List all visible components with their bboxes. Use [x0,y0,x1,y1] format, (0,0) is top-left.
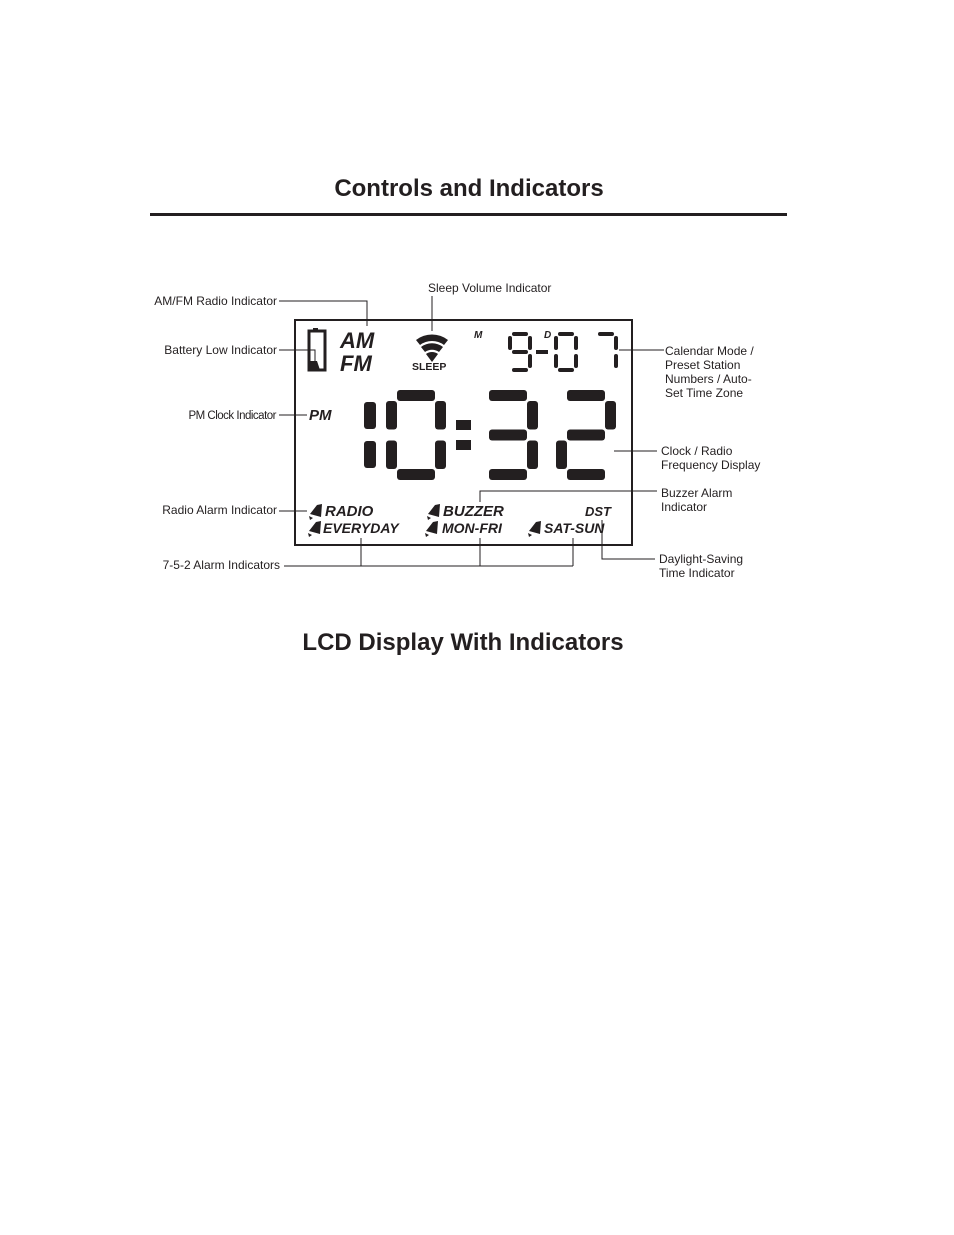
callout-amfm-radio: AM/FM Radio Indicator [154,294,277,308]
bell-icon [425,521,438,537]
sleep-label: SLEEP [412,361,447,373]
date-digit [554,332,578,372]
clock-digit [386,390,446,480]
callout-buzzer-alarm: Buzzer Alarm [661,486,733,500]
date-digit [508,332,532,372]
am-band-label: AM [340,328,375,353]
callout-dst: Daylight-Saving [659,552,744,566]
bell-icon [528,521,541,537]
dst-label: DST [585,504,611,519]
date-digit [598,332,618,368]
clock-digit [364,402,376,468]
radio-alarm-label: RADIO [325,503,374,520]
day-marker: D [544,330,552,341]
callout-calendar-mode: Preset Station [665,358,741,372]
sleep-wave-icon [416,334,448,362]
satsun-label: SAT-SUN [544,520,605,536]
callout-dst: Time Indicator [659,566,735,580]
callout-clock-radio: Clock / Radio [661,444,733,458]
callout-calendar-mode: Calendar Mode / [665,344,754,358]
callout-calendar-mode: Set Time Zone [665,386,744,400]
clock-display [364,390,616,480]
battery-icon [309,328,325,370]
bell-icon [308,521,321,537]
buzzer-alarm-label: BUZZER [443,503,504,520]
callout-radio-alarm: Radio Alarm Indicator [162,503,277,517]
callout-battery-low: Battery Low Indicator [164,343,277,357]
clock-digit [489,390,538,480]
callout-pm-clock: PM Clock Indicator [188,410,276,422]
bell-icon [427,504,440,520]
monfri-label: MON-FRI [442,520,502,536]
fm-band-label: FM [340,351,372,376]
callout-buzzer-alarm: Indicator [661,500,708,514]
clock-digit [556,390,616,480]
pm-indicator: PM [309,407,332,424]
date-separator [536,350,548,354]
date-display [508,332,618,372]
month-marker: M [474,330,483,341]
clock-colon [456,420,471,450]
callout-752-alarms: 7-5-2 Alarm Indicators [162,558,280,572]
everyday-label: EVERYDAY [323,520,399,536]
callout-sleep-volume: Sleep Volume Indicator [428,281,552,295]
diagram-caption: LCD Display With Indicators [302,629,624,656]
bell-icon [309,504,322,520]
callout-clock-radio: Frequency Display [661,458,761,472]
page-title: Controls and Indicators [334,175,604,202]
callout-calendar-mode: Numbers / Auto- [665,372,752,386]
